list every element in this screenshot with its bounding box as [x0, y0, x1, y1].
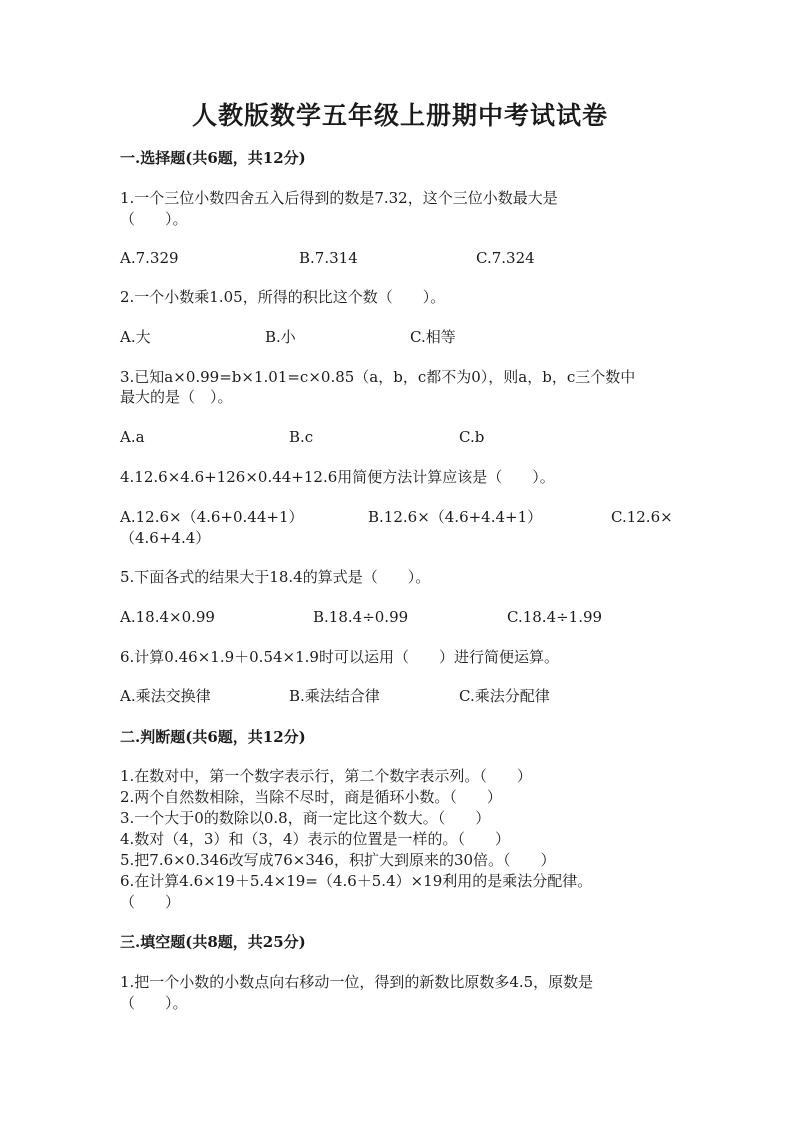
judgement-item: 1.在数对中，第一个数字表示行，第二个数字表示列。（ ） [120, 767, 532, 785]
judgement-item: 5.把7.6×0.346改写成76×346，积扩大到原来的30倍。（ ） [120, 851, 556, 869]
question-text: 最大的是（ ）。 [120, 388, 233, 406]
question-text: 1.一个三位小数四舍五入后得到的数是7.32，这个三位小数最大是 [120, 189, 558, 207]
option-b: B.小 [265, 328, 296, 346]
exam-title: 人教版数学五年级上册期中考试试卷 [191, 101, 608, 130]
option-b: B.7.314 [299, 249, 358, 267]
option-c: C.相等 [410, 328, 456, 346]
option-b: B.18.4÷0.99 [313, 608, 409, 626]
question-text: 3.已知a×0.99=b×1.01=c×0.85（a，b，c都不为0），则a，b，c三个数中 [120, 368, 636, 386]
option-a: A.12.6×（4.6+0.44+1） [120, 508, 304, 526]
option-b: B.c [289, 428, 314, 446]
question-text: （ ）。 [120, 210, 188, 228]
option-a: A.18.4×0.99 [120, 608, 215, 626]
option-a: A.a [120, 428, 145, 446]
option-c: C.乘法分配律 [459, 687, 550, 705]
judgement-item: 3.一个大于0的数除以0.8，商一定比这个数大。（ ） [120, 809, 491, 827]
section-heading-fill-blank: 三.填空题(共8题，共25分) [120, 933, 306, 951]
judgement-item: 4.数对（4，3）和（3，4）表示的位置是一样的。（ ） [120, 830, 510, 848]
judgement-item-continued: （ ） [120, 893, 181, 911]
section-heading-choice: 一.选择题(共6题，共12分) [120, 149, 306, 167]
option-c: C.b [459, 428, 485, 446]
option-c: C.12.6× [611, 508, 673, 526]
question-text: 1.把一个小数的小数点向右移动一位，得到的新数比原数多4.5，原数是 [120, 973, 594, 991]
option-a: A.7.329 [120, 249, 179, 267]
option-a: A.乘法交换律 [120, 687, 211, 705]
option-c-continued: （4.6+4.4） [120, 529, 211, 547]
section-heading-judgement: 二.判断题(共6题，共12分) [120, 728, 306, 746]
option-c: C.18.4÷1.99 [507, 608, 603, 626]
judgement-item: 2.两个自然数相除，当除不尽时，商是循环小数。（ ） [120, 788, 502, 806]
option-a: A.大 [120, 328, 151, 346]
question-text: 6.计算0.46×1.9＋0.54×1.9时可以运用（ ）进行简便运算。 [120, 648, 559, 666]
question-text: 5.下面各式的结果大于18.4的算式是（ ）。 [120, 568, 431, 586]
question-text: （ ）。 [120, 994, 188, 1012]
option-b: B.乘法结合律 [289, 687, 380, 705]
question-text: 4.12.6×4.6+126×0.44+12.6用简便方法计算应该是（ ）。 [120, 468, 555, 486]
option-b: B.12.6×（4.6+4.4+1） [368, 508, 543, 526]
question-text: 2.一个小数乘1.05，所得的积比这个数（ ）。 [120, 288, 446, 306]
option-c: C.7.324 [476, 249, 535, 267]
judgement-item: 6.在计算4.6×19＋5.4×19=（4.6＋5.4）×19利用的是乘法分配律。 [120, 872, 593, 890]
